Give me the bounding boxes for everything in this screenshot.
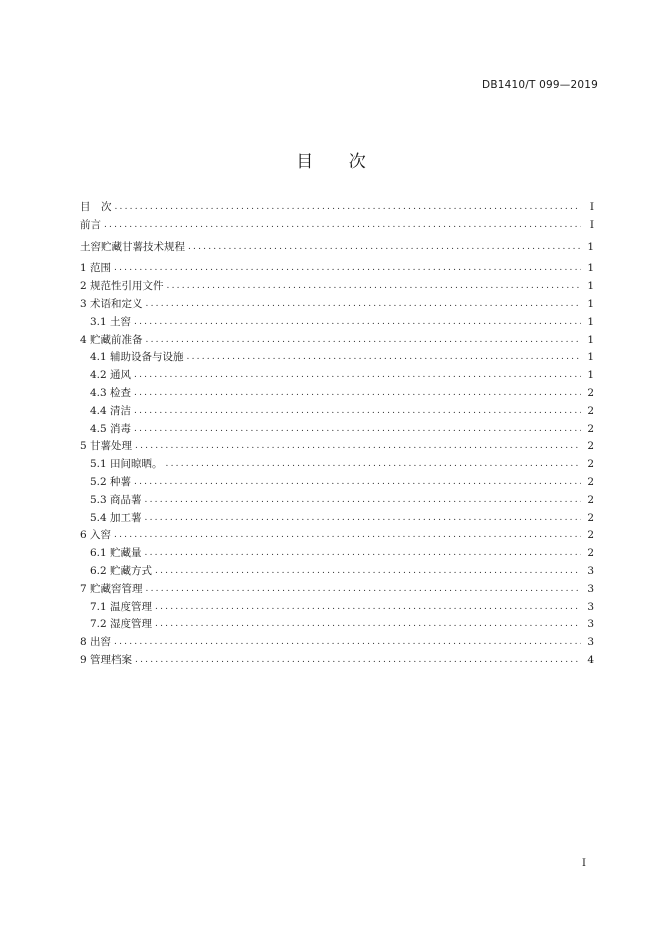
toc-leader-dots (134, 367, 581, 385)
toc-leader-dots (114, 527, 581, 545)
toc-entry-page: 2 (587, 475, 594, 488)
toc-entry-label: 2 规范性引用文件 (80, 280, 164, 293)
page-number: I (582, 858, 586, 869)
toc-leader-dots (145, 545, 581, 563)
toc-entry-label: 4 贮藏前准备 (80, 333, 143, 346)
toc-entry-page: 1 (587, 369, 594, 382)
toc-leader-dots (155, 599, 581, 617)
toc-entry-page: 1 (587, 333, 594, 346)
toc-entry-label: 4.1 辅助设备与设施 (90, 351, 184, 364)
toc-entry[interactable] (80, 217, 594, 235)
toc-entry[interactable] (80, 527, 594, 545)
toc-entry-label: 前言 (80, 218, 101, 231)
toc-entry-label: 9 管理档案 (80, 653, 133, 666)
toc-entry-label: 4.4 清洁 (90, 404, 132, 417)
toc-entry-label: 3 术语和定义 (80, 297, 143, 310)
toc-entry[interactable] (80, 260, 594, 278)
toc-entry-label: 5.3 商品薯 (90, 493, 142, 506)
toc-entry-label: 4.2 通风 (90, 369, 132, 382)
toc-leader-dots (114, 260, 581, 278)
toc-entry-label: 5.1 田间晾晒。 (90, 458, 163, 471)
toc-entry-label: 5.4 加工薯 (90, 511, 142, 524)
toc-entry-page: 3 (587, 618, 594, 631)
toc-leader-dots (155, 563, 581, 581)
toc-leader-dots (114, 634, 581, 652)
toc-entry-label: 7.1 温度管理 (90, 600, 153, 613)
toc-leader-dots (146, 581, 581, 599)
toc-entry-label: 3.1 土窖 (90, 315, 132, 328)
toc-entry[interactable] (80, 616, 594, 634)
toc-entry[interactable] (80, 474, 594, 492)
toc-entry-page: I (589, 201, 594, 213)
toc-entry-label: 4.3 检查 (90, 386, 132, 399)
toc-entry-label: 8 出窖 (80, 636, 112, 649)
toc-entry[interactable] (80, 545, 594, 563)
toc-entry-page: 2 (587, 493, 594, 506)
table-of-contents (80, 199, 594, 670)
toc-entry-page: 3 (587, 636, 594, 649)
toc-entry[interactable] (80, 296, 594, 314)
toc-leader-dots (115, 199, 582, 217)
toc-entry-page: 3 (587, 600, 594, 613)
toc-entry[interactable] (80, 367, 594, 385)
toc-entry[interactable] (80, 385, 594, 403)
toc-entry-page: I (589, 218, 594, 231)
toc-leader-dots (104, 217, 581, 235)
toc-leader-dots (146, 332, 581, 350)
toc-entry-page: 2 (587, 386, 594, 399)
toc-entry-page: 2 (587, 440, 594, 453)
toc-entry-label: 6.2 贮藏方式 (90, 564, 153, 577)
toc-leader-dots (145, 492, 581, 510)
toc-leader-dots (188, 239, 581, 257)
toc-entry-page: 2 (587, 529, 594, 542)
toc-leader-dots (134, 403, 581, 421)
toc-entry-label: 6 入窖 (80, 529, 112, 542)
toc-entry-label: 1 范围 (80, 262, 112, 275)
toc-leader-dots (134, 314, 581, 332)
toc-entry[interactable] (80, 314, 594, 332)
toc-entry-label: 土窖贮藏甘薯技术规程 (80, 240, 185, 253)
toc-entry[interactable] (80, 199, 594, 217)
toc-entry[interactable] (80, 349, 594, 367)
toc-entry-page: 2 (587, 547, 594, 560)
toc-entry[interactable] (80, 581, 594, 599)
toc-leader-dots (145, 510, 581, 528)
toc-entry[interactable] (80, 239, 594, 257)
toc-entry[interactable] (80, 652, 594, 670)
toc-entry[interactable] (80, 403, 594, 421)
toc-leader-dots (134, 385, 581, 403)
toc-entry-page: 1 (587, 280, 594, 293)
toc-entry-page: 3 (587, 564, 594, 577)
toc-leader-dots (146, 296, 581, 314)
toc-entry[interactable] (80, 510, 594, 528)
toc-entry-page: 2 (587, 422, 594, 435)
toc-entry[interactable] (80, 278, 594, 296)
toc-leader-dots (135, 652, 581, 670)
toc-entry[interactable] (80, 438, 594, 456)
toc-leader-dots (134, 474, 581, 492)
toc-entry[interactable] (80, 421, 594, 439)
toc-entry-page: 1 (587, 262, 594, 275)
page-title: 目 次 (296, 152, 381, 172)
toc-entry-page: 1 (587, 297, 594, 310)
toc-entry-page: 1 (587, 240, 594, 253)
toc-entry-page: 3 (587, 582, 594, 595)
toc-entry-label: 6.1 贮藏量 (90, 547, 142, 560)
toc-entry[interactable] (80, 332, 594, 350)
toc-leader-dots (135, 438, 581, 456)
toc-leader-dots (155, 616, 581, 634)
toc-entry-page: 2 (587, 511, 594, 524)
toc-entry-label: 4.5 消毒 (90, 422, 132, 435)
toc-leader-dots (167, 278, 581, 296)
toc-leader-dots (134, 421, 581, 439)
toc-entry[interactable] (80, 492, 594, 510)
toc-entry[interactable] (80, 599, 594, 617)
document-code: DB1410/T 099—2019 (482, 79, 598, 91)
toc-entry-page: 2 (587, 458, 594, 471)
toc-entry-page: 2 (587, 404, 594, 417)
toc-entry-label: 目 次 (80, 201, 112, 213)
toc-leader-dots (187, 349, 581, 367)
toc-entry[interactable] (80, 563, 594, 581)
toc-entry-page: 1 (587, 351, 594, 364)
toc-entry[interactable] (80, 456, 594, 474)
toc-entry[interactable] (80, 634, 594, 652)
toc-entry-page: 4 (587, 653, 594, 666)
toc-leader-dots (166, 456, 581, 474)
toc-entry-label: 7 贮藏窖管理 (80, 582, 143, 595)
toc-entry-label: 7.2 湿度管理 (90, 618, 153, 631)
toc-entry-label: 5 甘薯处理 (80, 440, 133, 453)
toc-entry-page: 1 (587, 315, 594, 328)
toc-entry-label: 5.2 种薯 (90, 475, 132, 488)
